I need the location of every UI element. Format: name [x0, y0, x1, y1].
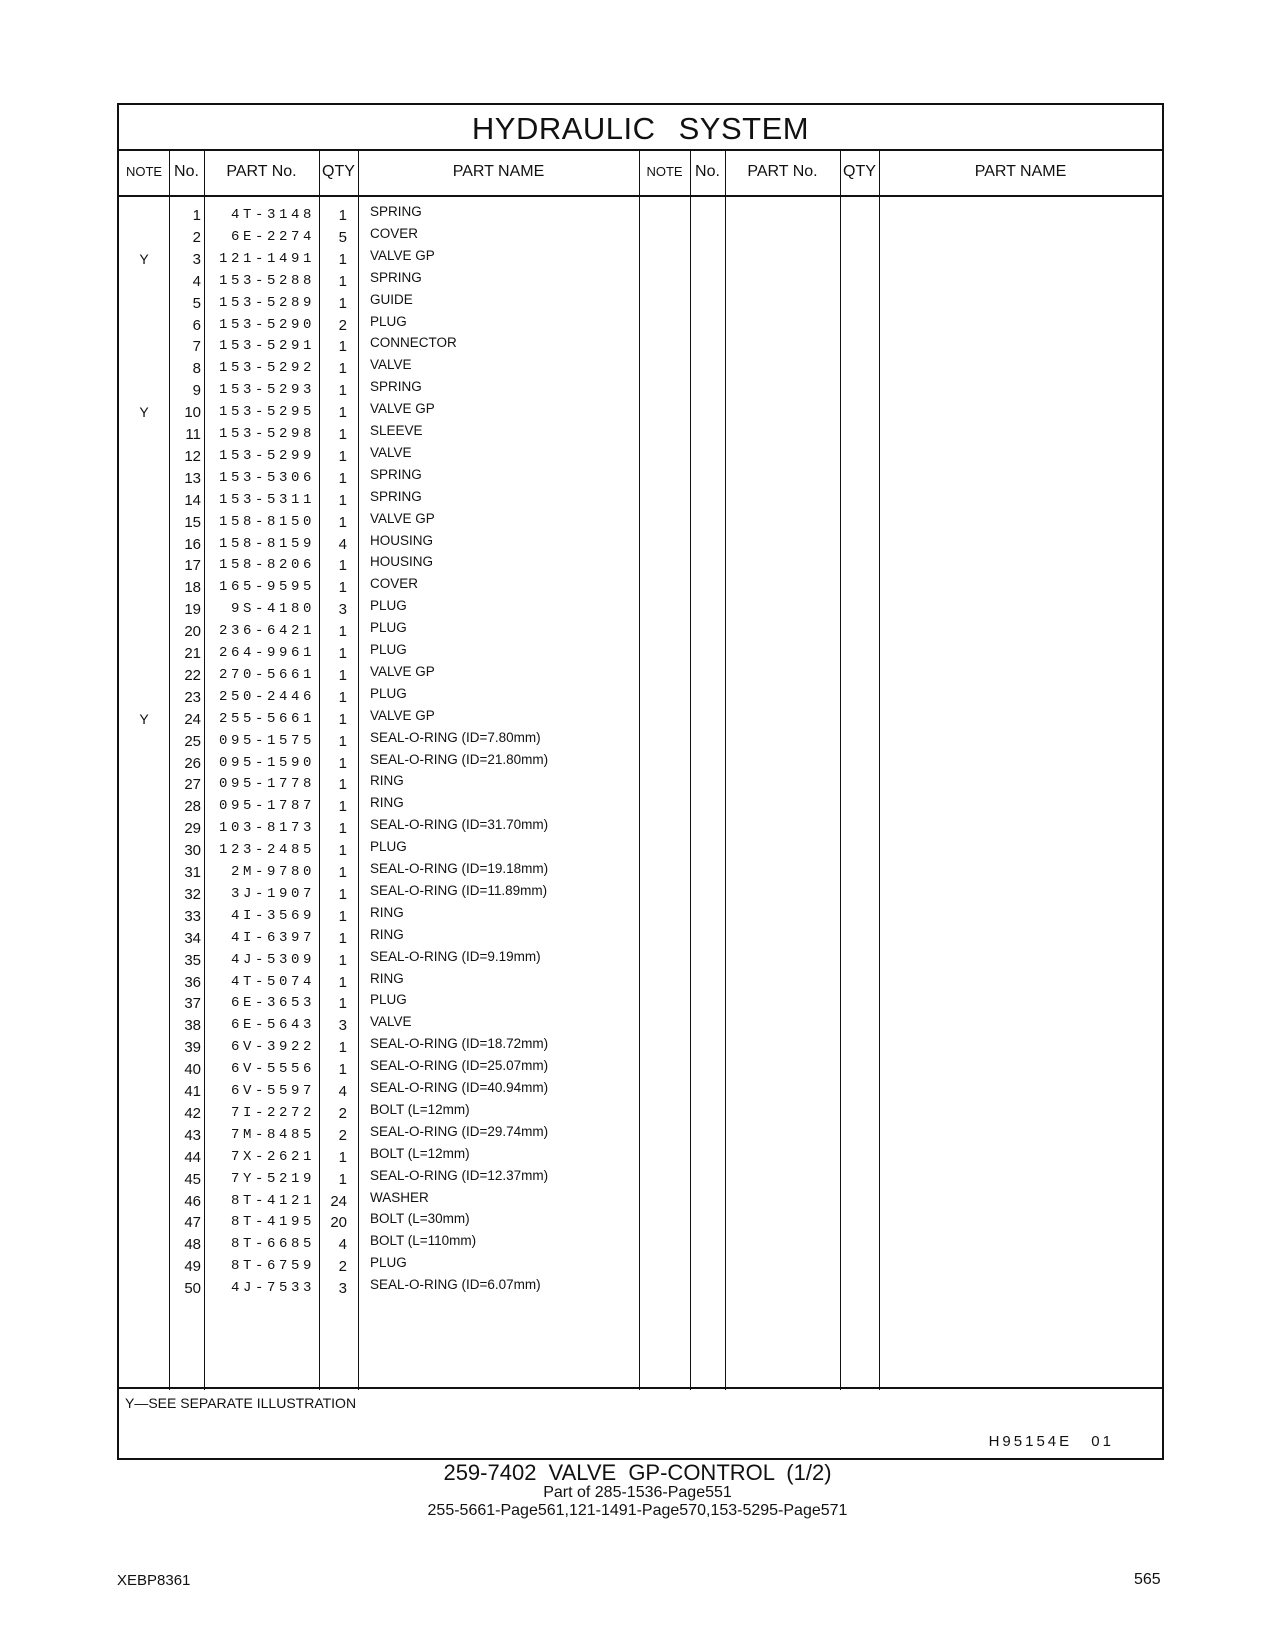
row-part-name: PLUG [370, 642, 407, 657]
row-quantity: 2 [338, 1126, 347, 1144]
row-quantity: 5 [338, 228, 347, 246]
row-part-name: SEAL-O-RING (ID=21.80mm) [370, 751, 549, 767]
row-part-number: 8T-4195 [230, 1214, 315, 1231]
row-number: 49 [184, 1258, 201, 1276]
row-part-name: SEAL-O-RING (ID=40.94mm) [370, 1080, 549, 1095]
header-note-right: NOTE [646, 164, 683, 179]
row-quantity: 1 [338, 754, 347, 772]
caption-part-of: Part of 285-1536-Page551 [543, 1484, 732, 1501]
row-number: 47 [184, 1214, 201, 1232]
row-part-number: 153-5293 [218, 382, 315, 399]
row-number: 44 [184, 1148, 201, 1166]
row-quantity: 1 [338, 907, 347, 925]
row-part-name: RING [370, 926, 404, 942]
row-number: 4 [192, 272, 201, 290]
row-quantity: 1 [338, 842, 347, 860]
row-quantity: 1 [338, 973, 347, 991]
row-part-number: 153-5306 [218, 469, 315, 486]
row-part-number: 8T-4121 [230, 1192, 315, 1209]
row-number: 29 [184, 820, 201, 838]
row-quantity: 1 [338, 732, 347, 750]
row-part-number: 4J-5309 [230, 951, 315, 968]
row-part-name: BOLT (L=12mm) [370, 1145, 470, 1161]
row-number: 28 [184, 798, 201, 816]
row-part-number: 6E-3653 [230, 995, 315, 1012]
row-part-number: 8T-6759 [230, 1258, 315, 1275]
row-number: 26 [184, 754, 201, 772]
row-number: 50 [184, 1280, 201, 1298]
row-part-number: 7I-2272 [230, 1104, 315, 1121]
row-part-number: 2M-9780 [230, 864, 315, 880]
row-number: 24 [184, 710, 201, 728]
row-part-name: RING [370, 970, 404, 986]
row-part-name: SLEEVE [370, 423, 423, 438]
row-quantity: 2 [338, 1258, 347, 1276]
row-part-name: BOLT (L=30mm) [370, 1211, 470, 1227]
row-quantity: 4 [338, 1083, 347, 1100]
row-number: 37 [184, 995, 201, 1013]
row-quantity: 1 [338, 776, 347, 794]
row-number: 34 [184, 929, 201, 947]
row-quantity: 1 [338, 885, 347, 903]
row-number: 23 [184, 688, 201, 706]
row-part-name: PLUG [370, 839, 407, 855]
row-part-number: 153-5288 [218, 272, 315, 289]
row-part-name: VALVE GP [370, 510, 435, 526]
row-part-number: 4T-5074 [230, 973, 315, 990]
caption-references: 255-5661-Page561,121-1491-Page570,153-5295-Page571 [427, 1502, 848, 1519]
row-part-name: HOUSING [370, 532, 434, 548]
row-number: 16 [184, 535, 201, 553]
row-quantity: 1 [338, 491, 347, 509]
row-number: 45 [184, 1170, 201, 1188]
row-number: 17 [184, 557, 201, 575]
row-quantity: 1 [338, 1061, 347, 1079]
row-quantity: 1 [338, 382, 347, 400]
header-part-name-right: PART NAME [974, 163, 1067, 180]
row-quantity: 1 [338, 623, 347, 641]
row-number: 15 [184, 513, 201, 531]
row-part-number: 095-1590 [218, 754, 315, 771]
section-title: HYDRAULIC SYSTEM [119, 105, 1162, 151]
row-part-number: 123-2485 [218, 842, 315, 859]
row-number: 14 [184, 491, 201, 509]
row-part-number: 103-8173 [218, 820, 315, 837]
row-part-name: SPRING [370, 269, 422, 285]
row-number: 40 [184, 1061, 201, 1079]
row-part-number: 4I-6397 [230, 929, 315, 946]
row-part-name: SEAL-O-RING (ID=6.07mm) [370, 1277, 541, 1293]
row-part-number: 250-2446 [218, 688, 315, 705]
row-number: 43 [184, 1126, 201, 1144]
page-number: 565 [1134, 1571, 1161, 1588]
row-number: 31 [184, 864, 201, 881]
header-note-left: NOTE [125, 164, 163, 179]
row-number: 21 [184, 645, 201, 662]
row-quantity: 2 [338, 316, 347, 334]
row-part-name: PLUG [370, 313, 407, 329]
row-part-number: 7X-2621 [230, 1148, 315, 1165]
row-number: 6 [192, 316, 201, 334]
row-part-name: SEAL-O-RING (ID=12.37mm) [370, 1167, 549, 1183]
row-number: 9 [192, 382, 201, 400]
row-quantity: 3 [338, 1017, 347, 1035]
row-quantity: 1 [338, 864, 347, 881]
header-part-no-left: PART No. [226, 163, 297, 180]
document-code: H95154E 01 [988, 1433, 1114, 1450]
row-number: 38 [184, 1017, 201, 1035]
row-quantity: 1 [338, 579, 347, 597]
row-part-number: 4I-3569 [230, 907, 315, 924]
row-part-name: VALVE GP [370, 247, 435, 263]
row-number: 30 [184, 842, 201, 860]
column-divider [840, 149, 841, 1390]
row-part-number: 7Y-5219 [230, 1170, 315, 1187]
row-number: 33 [184, 907, 201, 925]
row-number: 3 [192, 250, 201, 268]
row-part-name: SEAL-O-RING (ID=11.89mm) [370, 882, 548, 898]
row-quantity: 1 [338, 469, 347, 487]
row-part-name: SEAL-O-RING (ID=19.18mm) [370, 861, 549, 876]
row-part-number: 236-6421 [218, 623, 315, 640]
row-quantity: 1 [338, 360, 347, 378]
row-quantity: 1 [338, 688, 347, 706]
row-part-name: PLUG [370, 1255, 407, 1271]
row-part-number: 3J-1907 [230, 885, 315, 902]
row-number: 11 [185, 426, 201, 443]
row-part-number: 095-1575 [218, 732, 315, 749]
row-part-number: 255-5661 [218, 710, 315, 727]
row-part-number: 095-1778 [218, 776, 315, 793]
row-part-number: 121-1491 [218, 250, 315, 267]
row-part-number: 153-5290 [218, 316, 315, 333]
row-part-number: 9S-4180 [230, 601, 315, 618]
row-part-name: SPRING [370, 379, 422, 395]
header-no-left: No. [174, 163, 199, 180]
row-part-name: VALVE GP [370, 663, 435, 679]
document-id: XEBP8361 [117, 1572, 191, 1589]
row-quantity: 1 [338, 929, 347, 947]
row-part-name: COVER [370, 576, 419, 592]
parts-table-frame [117, 103, 1164, 1460]
row-quantity: 3 [338, 601, 347, 619]
footer-divider [119, 1387, 1162, 1389]
row-part-name: VALVE GP [370, 707, 435, 723]
row-part-number: 6E-2274 [230, 228, 315, 245]
header-part-name-left: PART NAME [452, 163, 545, 180]
row-part-name: RING [370, 904, 404, 920]
row-number: 12 [184, 447, 201, 465]
row-part-name: VALVE [370, 1014, 412, 1030]
row-quantity: 1 [338, 820, 347, 838]
row-part-number: 6V-3922 [230, 1039, 315, 1056]
row-quantity: 1 [338, 207, 347, 224]
row-part-name: VALVE [370, 357, 412, 373]
header-qty-left: QTY [322, 163, 355, 180]
row-part-number: 158-8206 [218, 557, 315, 574]
row-quantity: 1 [338, 666, 347, 684]
row-quantity: 3 [338, 1280, 347, 1298]
row-part-number: 264-9961 [218, 645, 315, 661]
row-quantity: 20 [330, 1214, 347, 1232]
row-number: 2 [192, 228, 201, 246]
row-part-name: WASHER [370, 1189, 429, 1205]
row-part-number: 4T-3148 [230, 207, 315, 223]
row-part-name: RING [370, 795, 404, 811]
row-quantity: 4 [338, 1236, 347, 1254]
row-part-name: VALVE GP [370, 401, 435, 417]
row-part-name: PLUG [370, 620, 407, 636]
row-part-number: 158-8159 [218, 535, 315, 552]
row-note: Y [139, 710, 149, 727]
row-part-number: 158-8150 [218, 513, 315, 530]
row-quantity: 1 [338, 1148, 347, 1166]
row-quantity: 4 [338, 535, 347, 553]
column-divider [639, 149, 640, 1390]
row-quantity: 1 [338, 951, 347, 969]
row-part-number: 095-1787 [218, 798, 315, 815]
row-part-name: BOLT (L=12mm) [370, 1101, 470, 1117]
row-part-name: SEAL-O-RING (ID=18.72mm) [370, 1036, 549, 1052]
row-quantity: 1 [338, 272, 347, 290]
row-number: 7 [192, 338, 201, 356]
row-quantity: 1 [338, 557, 347, 575]
row-quantity: 1 [338, 710, 347, 728]
row-number: 1 [192, 207, 201, 224]
row-part-name: SPRING [370, 488, 422, 504]
header-no-right: No. [695, 163, 720, 180]
row-quantity: 1 [338, 513, 347, 531]
table-row [119, 1277, 639, 1302]
row-part-name: RING [370, 773, 404, 789]
row-quantity: 1 [338, 404, 347, 422]
row-part-name: SPRING [370, 204, 422, 219]
row-part-number: 4J-7533 [230, 1280, 315, 1297]
row-part-name: PLUG [370, 685, 407, 701]
row-part-number: 153-5311 [218, 491, 315, 508]
row-number: 35 [184, 951, 201, 969]
row-part-number: 270-5661 [218, 666, 315, 683]
row-part-name: GUIDE [370, 291, 413, 307]
row-quantity: 1 [338, 294, 347, 312]
row-part-name: SEAL-O-RING (ID=31.70mm) [370, 817, 549, 833]
row-number: 18 [184, 579, 201, 597]
row-part-name: VALVE [370, 444, 412, 460]
row-number: 8 [192, 360, 201, 378]
row-number: 42 [184, 1104, 201, 1122]
header-qty-right: QTY [843, 163, 876, 180]
row-part-number: 6V-5597 [230, 1083, 315, 1099]
row-quantity: 1 [338, 995, 347, 1013]
row-part-number: 165-9595 [218, 579, 315, 596]
row-part-name: SEAL-O-RING (ID=29.74mm) [370, 1123, 549, 1139]
row-quantity: 1 [338, 1170, 347, 1188]
row-number: 32 [184, 885, 201, 903]
row-part-number: 153-5289 [218, 294, 315, 311]
row-part-name: COVER [370, 225, 419, 241]
row-quantity: 1 [338, 798, 347, 816]
row-quantity: 1 [338, 250, 347, 268]
row-number: 25 [184, 732, 201, 750]
row-part-name: HOUSING [370, 554, 434, 570]
row-quantity: 24 [330, 1192, 347, 1210]
row-part-name: SEAL-O-RING (ID=9.19mm) [370, 948, 541, 964]
row-number: 36 [184, 973, 201, 991]
row-number: 20 [184, 623, 201, 641]
row-number: 39 [184, 1039, 201, 1057]
row-number: 48 [184, 1236, 201, 1254]
row-part-name: PLUG [370, 992, 407, 1008]
row-part-number: 153-5299 [218, 447, 315, 464]
row-part-name: CONNECTOR [370, 335, 457, 351]
row-number: 27 [184, 776, 201, 794]
row-part-number: 153-5291 [218, 338, 315, 355]
row-quantity: 1 [338, 447, 347, 465]
row-number: 41 [184, 1083, 201, 1100]
table-header [119, 149, 1162, 197]
row-number: 46 [184, 1192, 201, 1210]
row-quantity: 1 [338, 1039, 347, 1057]
row-number: 22 [184, 666, 201, 684]
row-part-name: BOLT (L=110mm) [370, 1233, 477, 1249]
row-note: Y [139, 250, 149, 267]
footnote: Y—SEE SEPARATE ILLUSTRATION [125, 1395, 357, 1411]
row-part-number: 153-5298 [218, 426, 315, 442]
row-part-number: 8T-6685 [230, 1236, 315, 1253]
row-part-name: SEAL-O-RING (ID=25.07mm) [370, 1058, 549, 1074]
row-part-number: 7M-8485 [230, 1126, 315, 1143]
row-part-number: 153-5295 [218, 404, 315, 421]
row-quantity: 1 [338, 426, 347, 443]
row-part-number: 6V-5556 [230, 1061, 315, 1078]
row-number: 5 [192, 294, 201, 312]
row-quantity: 1 [338, 338, 347, 356]
header-part-no-right: PART No. [747, 163, 818, 180]
row-note: Y [139, 404, 149, 421]
row-part-name: SEAL-O-RING (ID=7.80mm) [370, 729, 541, 745]
column-divider [725, 149, 726, 1390]
row-quantity: 2 [338, 1104, 347, 1122]
row-quantity: 1 [338, 645, 347, 662]
row-number: 19 [184, 601, 201, 619]
row-number: 10 [184, 404, 201, 422]
row-part-name: PLUG [370, 598, 407, 614]
column-divider [690, 149, 691, 1390]
caption-title: 259-7402 VALVE GP-CONTROL (1/2) [443, 1460, 832, 1485]
row-part-number: 6E-5643 [230, 1017, 315, 1034]
row-number: 13 [184, 469, 201, 487]
row-part-name: SPRING [370, 466, 422, 482]
row-part-number: 153-5292 [218, 360, 315, 377]
column-divider [879, 149, 880, 1390]
